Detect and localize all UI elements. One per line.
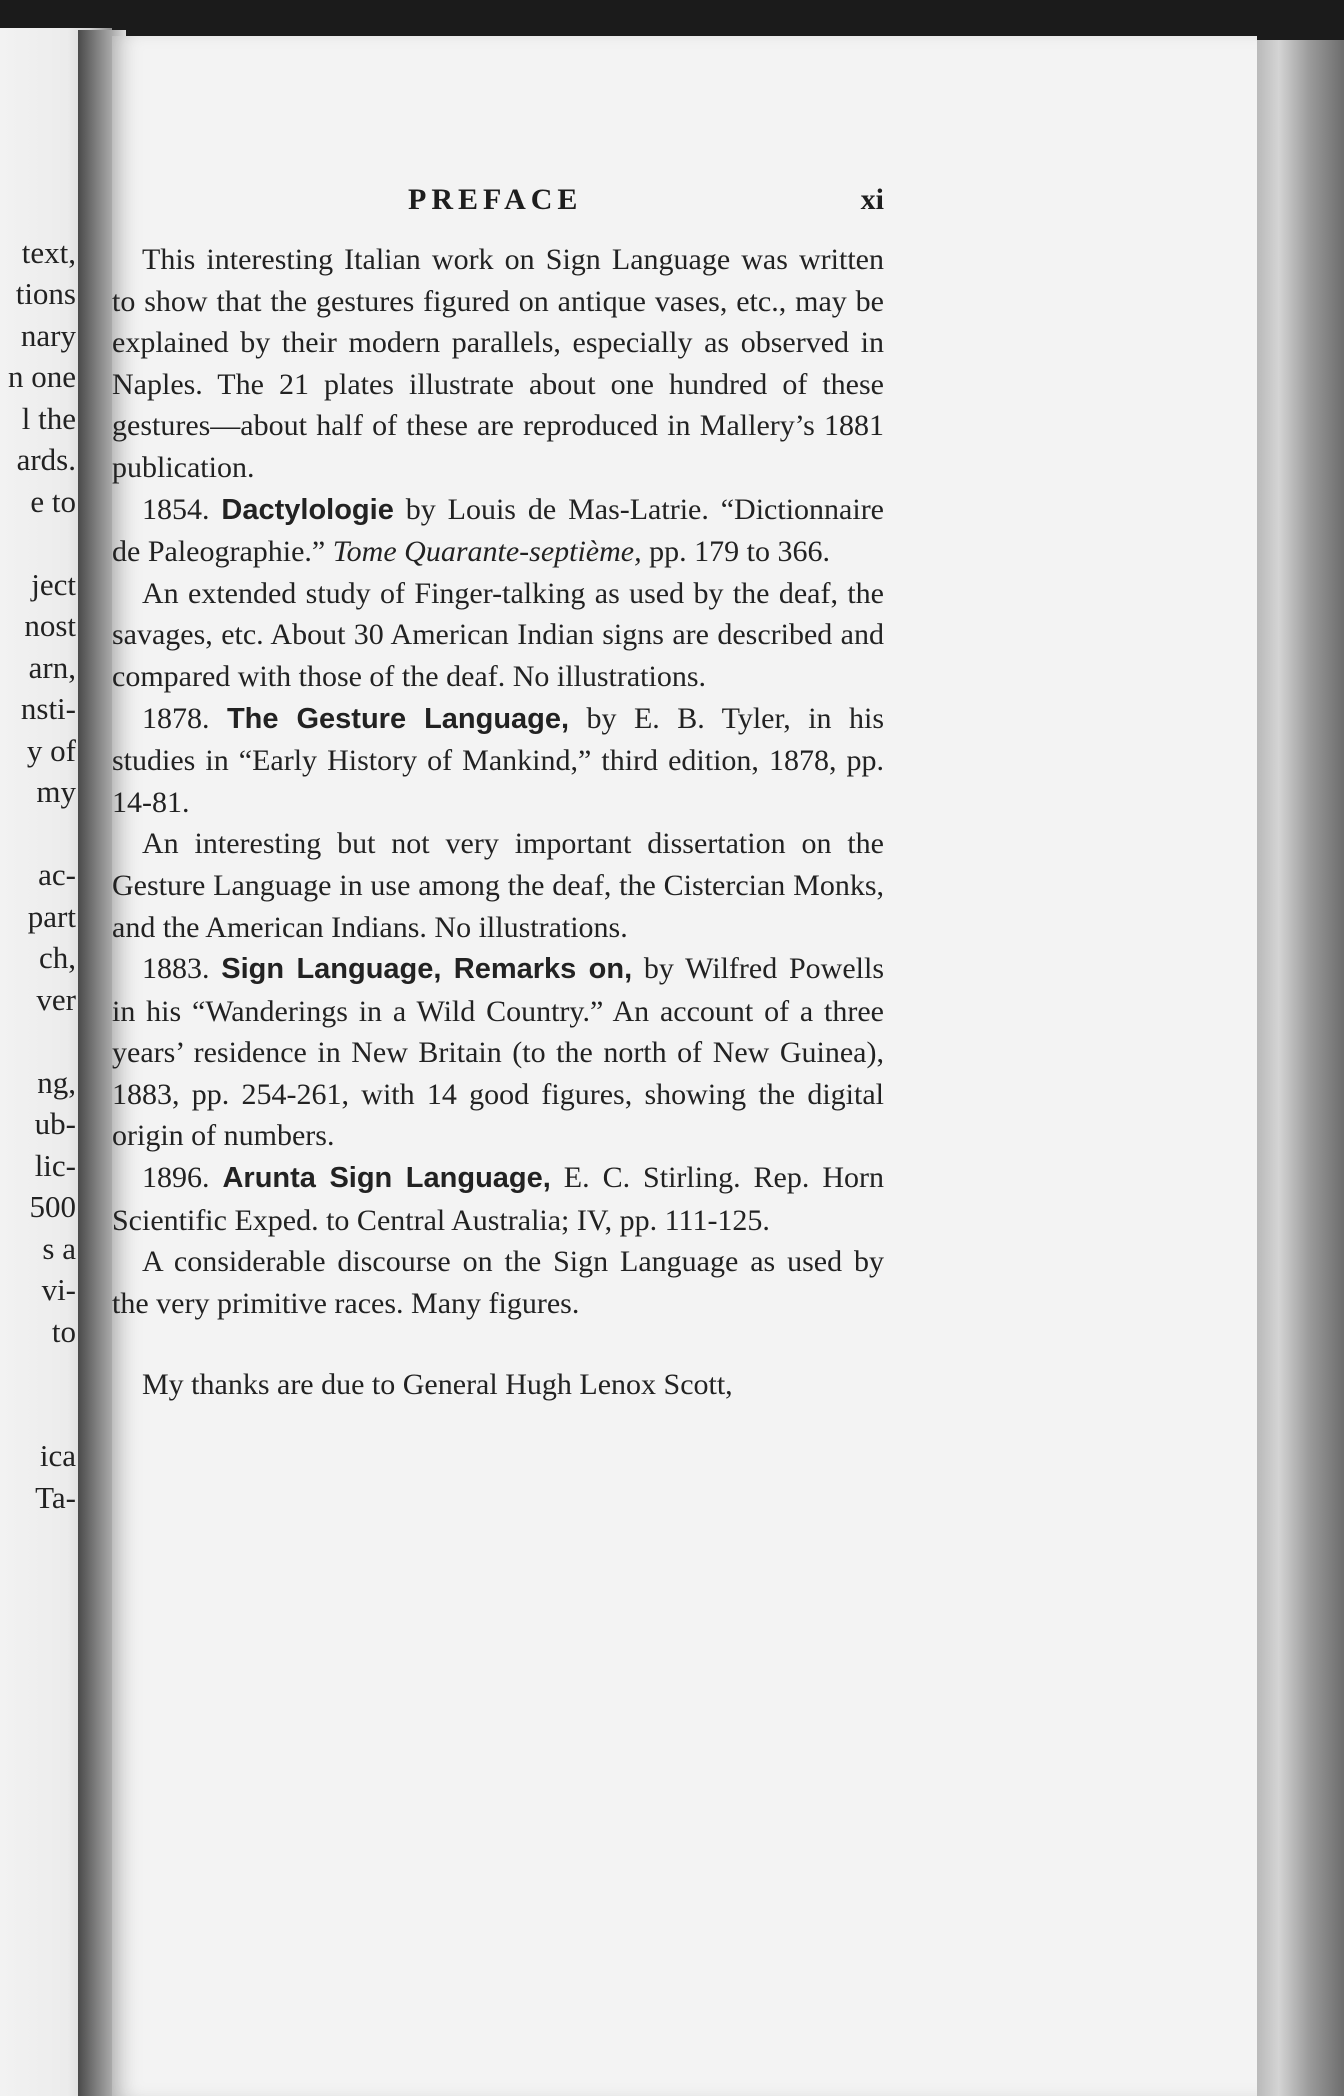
- left-page-fragment: ject: [31, 567, 76, 602]
- left-page-fragment: arn,: [28, 650, 76, 685]
- entry-year: 1896.: [142, 1161, 210, 1195]
- left-page-fragment: ch,: [38, 940, 76, 975]
- paragraph-gap: [112, 1324, 884, 1364]
- bibliography-entry-1883: [112, 948, 884, 1157]
- left-page-fragment: e to: [30, 484, 76, 519]
- bibliography-entry-1896: [112, 1157, 884, 1241]
- entry-italic: Tome Quarante-septième,: [332, 535, 642, 569]
- left-page-fragment: ver: [36, 982, 76, 1017]
- entry-text: E. C. Stirling. Rep. Horn Scientific Exped. to Central Australia; IV, pp. 111-125.: [112, 1161, 884, 1237]
- body-text: [112, 239, 884, 1406]
- paragraph: A considerable discourse on the Sign Language as used by the very primitive races. Many figures.: [112, 1245, 884, 1320]
- entry-year: 1878.: [142, 701, 210, 735]
- running-head: [112, 183, 884, 223]
- page-number: xi: [860, 183, 884, 216]
- entry-year: 1883.: [142, 952, 210, 986]
- left-page-fragment: text,: [21, 235, 76, 270]
- left-page-fragment: my: [36, 774, 76, 809]
- bibliography-entry-1878: [112, 698, 884, 824]
- paragraph: An interesting but not very important dissertation on the Gesture Language in use among the deaf, the Cistercian Monks, and the American Indians. No illustrations.: [112, 827, 884, 944]
- left-page-fragment: ards.: [16, 442, 76, 477]
- entry-title: Arunta Sign Language,: [222, 1162, 551, 1195]
- left-page-fragment: nary: [20, 318, 76, 353]
- left-page-fragment: ub-: [34, 1106, 76, 1141]
- entry-title: Dactylologie: [221, 493, 394, 526]
- entry-text: by E. B. Tyler, in his studies in “Early History of Mankind,” third edition, 1878, pp. 14-81.: [112, 701, 884, 819]
- left-page-fragment: ica: [39, 1438, 76, 1473]
- bibliography-entry-1854: [112, 489, 884, 573]
- left-page-fragment: 500: [29, 1189, 76, 1224]
- left-page-fragment: part: [27, 899, 76, 934]
- left-page-fragment: Ta-: [35, 1480, 76, 1515]
- left-page-fragment: to: [51, 1314, 76, 1349]
- left-page-fragment: vi-: [41, 1272, 76, 1307]
- entry-title: Sign Language, Remarks on,: [221, 953, 633, 986]
- paragraph: An extended study of Finger-talking as used by the deaf, the savages, etc. About 30 American Indian signs are described and compared with those of the deaf. No illustrations.: [112, 576, 884, 693]
- entry-title: The Gesture Language,: [226, 702, 570, 735]
- page-stack-edge: [1257, 40, 1344, 2096]
- left-page-fragment: nsti-: [20, 691, 76, 726]
- left-page-fragment: nost: [24, 608, 76, 643]
- left-page-fragment: l the: [21, 401, 76, 436]
- left-page-fragment: y of: [26, 733, 76, 768]
- left-page-fragment: ac-: [38, 857, 76, 892]
- paragraph: This interesting Italian work on Sign Language was written to show that the gestures figured on antique vases, etc., may be explained by their modern parallels, especially as observed in Naples. The 21 plates illustrate about one hundred of these gestures—about half of these are reproduced in Mallery’s 1881 publication.: [112, 243, 884, 484]
- entry-year: 1854.: [142, 492, 210, 526]
- left-page-fragment: n one: [7, 359, 76, 394]
- left-page-fragment: tions: [15, 276, 76, 311]
- running-title: PREFACE: [408, 183, 583, 216]
- left-page-fragment: ng,: [37, 1065, 76, 1100]
- entry-text: by Wilfred Powells in his “Wanderings in a Wild Country.” An account of a three years’ residence in New Britain (to the north of New Guinea), 1883, pp. 254-261, with 14 good figures, showing the digital origin of numbers.: [112, 952, 885, 1153]
- entry-text: by Louis de Mas-Latrie. “Dictionnaire de Paleographie.”: [112, 492, 885, 569]
- left-page-fragment: lic-: [34, 1148, 76, 1183]
- paragraph: My thanks are due to General Hugh Lenox Scott,: [142, 1368, 733, 1402]
- entry-text: pp. 179 to 366.: [641, 535, 830, 569]
- left-page-fragment: s a: [42, 1231, 76, 1266]
